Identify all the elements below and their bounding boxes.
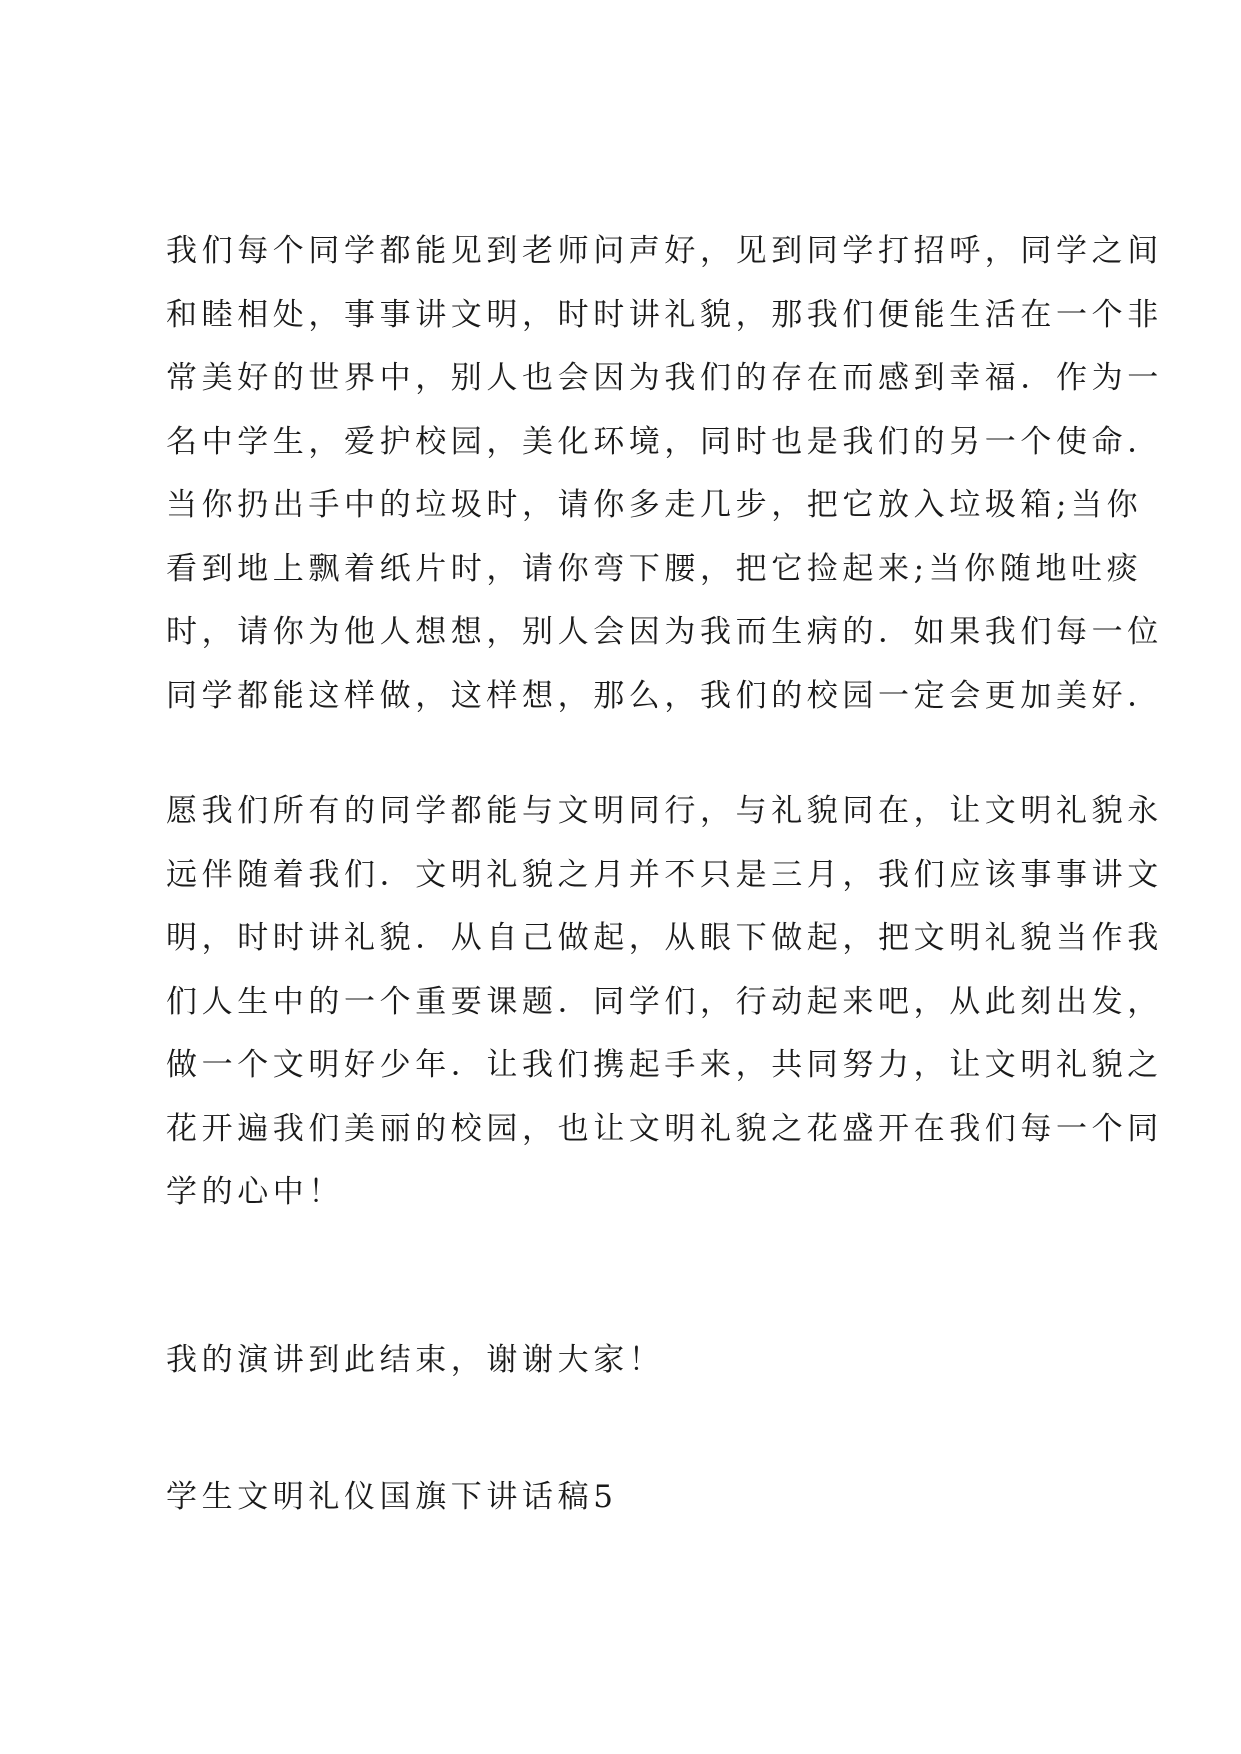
text-line: 当你扔出手中的垃圾时，请你多走几步，把它放入垃圾箱;当你 bbox=[166, 487, 1143, 523]
text-line: 常美好的世界中，别人也会因为我们的存在而感到幸福．作为一 bbox=[166, 360, 1163, 396]
text-line: 学的心中！ bbox=[166, 1174, 344, 1210]
text-line: 们人生中的一个重要课题．同学们，行动起来吧，从此刻出发， bbox=[166, 983, 1163, 1020]
text-line: 时，请你为他人想想，别人会因为我而生病的．如果我们每一位 bbox=[166, 614, 1163, 650]
text-line: 我们每个同学都能见到老师问声好，见到同学打招呼，同学之间 bbox=[166, 233, 1163, 269]
text-line: 远伴随着我们．文明礼貌之月并不只是三月，我们应该事事讲文 bbox=[166, 856, 1163, 893]
text-line: 做一个文明好少年．让我们携起手来，共同努力，让文明礼貌之 bbox=[166, 1047, 1163, 1083]
text-line: 和睦相处，事事讲文明，时时讲礼貌，那我们便能生活在一个非 bbox=[166, 296, 1163, 333]
text-line: 看到地上飘着纸片时，请你弯下腰，把它捡起来;当你随地吐痰 bbox=[166, 550, 1143, 587]
text-line: 愿我们所有的同学都能与文明同行，与礼貌同在，让文明礼貌永 bbox=[166, 793, 1163, 829]
text-line: 明，时时讲礼貌．从自己做起，从眼下做起，把文明礼貌当作我 bbox=[166, 920, 1163, 956]
paragraph-1 bbox=[166, 220, 1163, 728]
section-title bbox=[166, 1466, 1096, 1530]
closing-remark bbox=[166, 1329, 1096, 1393]
text-line: 名中学生，爱护校园，美化环境，同时也是我们的另一个使命． bbox=[166, 423, 1163, 460]
text-line: 学生文明礼仪国旗下讲话稿5 bbox=[166, 1479, 618, 1515]
text-line: 花开遍我们美丽的校园，也让文明礼貌之花盛开在我们每一个同 bbox=[166, 1110, 1163, 1147]
text-line: 我的演讲到此结束，谢谢大家！ bbox=[166, 1342, 665, 1378]
text-line: 同学都能这样做，这样想，那么，我们的校园一定会更加美好． bbox=[166, 677, 1163, 714]
paragraph-2 bbox=[166, 780, 1163, 1225]
